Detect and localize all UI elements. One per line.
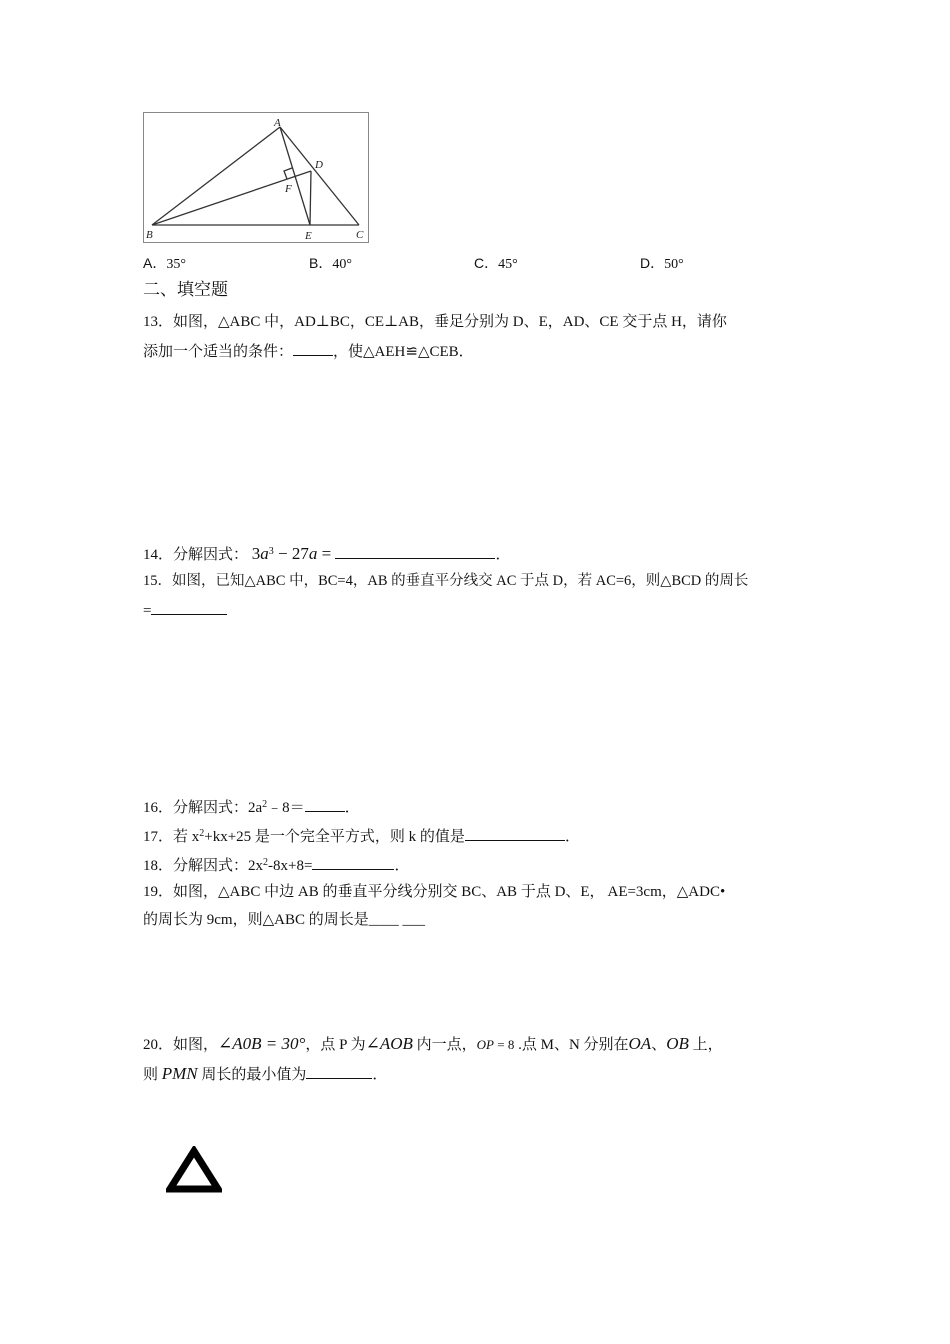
option-d-value: 50°	[664, 257, 684, 272]
q16-mid: ﹣8＝	[267, 800, 305, 816]
q17-mid: +kx+25 是一个完全平方式，则 k 的值是	[204, 829, 465, 845]
triangle-icon	[166, 1146, 222, 1194]
q18-post: ．	[394, 858, 410, 874]
q20-mid2: 内一点，	[412, 1037, 477, 1053]
q16-post: ．	[344, 800, 360, 816]
option-c	[474, 253, 518, 273]
q14-coef1: 3	[251, 544, 261, 563]
option-b-letter: B．	[309, 255, 333, 271]
q18-exp: 2	[263, 857, 269, 868]
q20-line1	[143, 1034, 723, 1055]
q14-mid: − 27	[273, 544, 309, 563]
q15-line2	[143, 600, 227, 621]
q16-answer-blank[interactable]	[305, 797, 345, 812]
section-title: 二、填空题	[143, 280, 228, 299]
q14-eq: =	[317, 544, 336, 563]
q16-line	[143, 795, 360, 818]
q14-line	[143, 542, 510, 565]
label-f: F	[285, 183, 292, 195]
triangle-symbol	[166, 1146, 222, 1194]
label-a: A	[274, 117, 281, 129]
option-c-letter: C．	[474, 255, 499, 271]
option-c-value: 45°	[498, 257, 518, 272]
q16-exp: 2	[262, 799, 268, 810]
q13-line2-pre: 添加一个适当的条件：	[143, 344, 294, 360]
q14-var2: a	[308, 544, 318, 563]
q19-line1: 19．如图，△ABC 中边 AB 的垂直平分线分别交 BC、AB 于点 D、E， AE=3cm，△ADC•	[143, 884, 726, 900]
q20-sep: 、	[651, 1037, 667, 1053]
q19-line2: 的周长为 9cm，则△ABC 的周长是____ ___	[143, 912, 425, 928]
option-a	[143, 253, 186, 273]
q14-answer-blank[interactable]	[335, 544, 495, 559]
q20-mid3: .点 M、N 分别在	[514, 1037, 629, 1053]
label-c: C	[356, 229, 364, 241]
q18-line	[143, 853, 409, 876]
triangle-diagram	[143, 112, 369, 243]
q17-post: ．	[564, 829, 580, 845]
q20-pmn: PMN	[161, 1064, 198, 1083]
label-e: E	[305, 230, 312, 242]
q20-angle: ∠A0B = 30°	[218, 1034, 306, 1053]
option-b	[309, 253, 352, 273]
q20-angle2: ∠AOB	[365, 1034, 413, 1053]
q20-oa: OA	[628, 1034, 652, 1053]
q20-op-eq: = 8	[494, 1037, 515, 1052]
option-d	[640, 253, 684, 273]
option-d-letter: D．	[640, 255, 665, 271]
q20-line2-post: ．	[372, 1067, 388, 1083]
q17-line	[143, 824, 580, 847]
q16-pre: 16．分解因式：2a	[143, 800, 263, 816]
q15-answer-blank[interactable]	[151, 600, 227, 615]
q20-op: OP	[476, 1037, 495, 1052]
q17-answer-blank[interactable]	[465, 826, 565, 841]
q14-post: ．	[495, 547, 511, 563]
q15-line1: 15．如图，已知△ABC 中，BC=4，AB 的垂直平分线交 AC 于点 D，若 AC=6，则△BCD 的周长	[143, 573, 749, 589]
q15-line2-pre: =	[143, 603, 152, 619]
q18-mid: -8x+8=	[268, 858, 313, 874]
q13-line2-post: ，使△AEH≌△CEB．	[333, 344, 474, 360]
option-b-value: 40°	[332, 257, 352, 272]
label-d: D	[315, 159, 323, 171]
q20-end1: 上，	[688, 1037, 723, 1053]
option-a-value: 35°	[166, 257, 186, 272]
q17-exp: 2	[199, 828, 205, 839]
option-a-letter: A．	[143, 255, 167, 271]
q20-ob: OB	[666, 1034, 689, 1053]
q13-line2	[143, 341, 474, 362]
q17-pre: 17．若 x	[143, 829, 200, 845]
q20-mid1: ，点 P 为	[305, 1037, 366, 1053]
q14-exp: 3	[268, 546, 274, 557]
q20-line2-mid: 周长的最小值为	[197, 1067, 307, 1083]
q13-line1: 13．如图，△ABC 中，AD⊥BC，CE⊥AB，垂足分别为 D、E，AD、CE 交于点 H，请你	[143, 314, 727, 330]
q18-pre: 18．分解因式：2x	[143, 858, 264, 874]
q18-answer-blank[interactable]	[312, 855, 394, 870]
q14-pre: 14．分解因式：	[143, 547, 249, 563]
q20-pre: 20．如图，	[143, 1037, 219, 1053]
q14-var1: a	[260, 544, 269, 563]
q13-answer-blank[interactable]	[293, 341, 333, 356]
q20-line2-pre: 则	[143, 1067, 162, 1083]
q20-line2	[143, 1064, 387, 1085]
q20-answer-blank[interactable]	[306, 1064, 372, 1079]
label-b: B	[146, 229, 153, 241]
figure-12	[143, 112, 369, 243]
